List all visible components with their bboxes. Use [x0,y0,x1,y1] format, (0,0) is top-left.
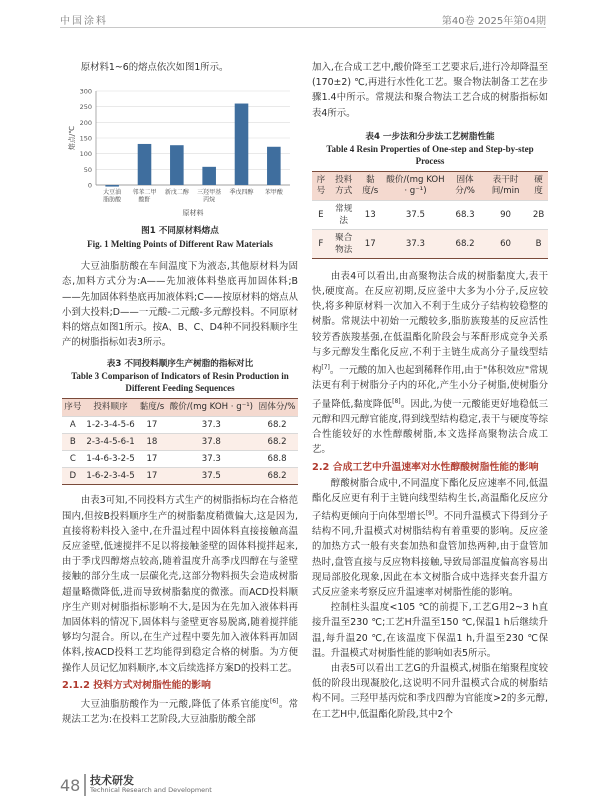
table3-caption [62,358,298,394]
table-cell: 聚合物法 [330,229,358,258]
table3-caption-en: Table 3 Comparison of Indicators of Resin Production in Different Feeding Sequences [71,371,289,394]
table-header-row [312,171,548,200]
table-cell: 37.3 [167,417,257,434]
bar [267,147,281,185]
citation: [6] [269,697,279,705]
paragraph-text: 醇酸树脂合成中,不同温度下酯化反应速率不同,低温酯化反应更有利于主链向线型结构生长,高温酯化反应分子结构更倾向于向体型增长 [312,477,548,523]
x-tick-label: 苯甲酸 [264,189,283,197]
table4 [312,171,548,259]
table-row [62,468,298,485]
column-header: 黏度/s [362,174,379,196]
column-header: 投料方式 [335,174,353,196]
table-cell: 90 [482,200,529,229]
figure-caption-zh: 图1 不同原材料熔点 [141,226,219,237]
left-column [62,60,298,727]
section-heading-2-1-2: 2.1.2 投料方式对树脂性能的影响 [62,679,211,691]
table-cell: B [62,434,84,451]
paragraph-text: 。一元酸的加入也起到稀释作用,由于"体积效应"常规法更有利于树脂分子内的环化,产生小分子树脂,使树脂分子量降低,黏度降低 [312,365,548,410]
table-cell: C [62,451,84,468]
column-header: 酸价/(mg KOH · g⁻¹) [386,174,445,196]
citation: [8] [392,397,401,405]
page-header [60,10,546,28]
x-tick-label: 三羟甲基 [197,189,222,197]
paragraph: 加入,在合成工艺中,酸价降至工艺要求后,进行冷却降温至(170±2) ℃,再进行水性化工艺。聚合物法制备工艺在步骤1.4中所示。常规法和聚合物法工艺合成的树脂指标如表4所示。 [312,62,548,119]
x-axis-label: 原材料 [182,209,204,218]
melting-point-chart [62,81,298,221]
column-header: 硬度 [534,174,543,196]
paragraph [312,476,548,601]
table-cell: 2-3-4-5-6-1 [84,434,138,451]
citation: [7] [321,364,330,372]
right-column [312,60,548,722]
table-cell: 37.3 [167,451,257,468]
table3-caption-zh: 表3 不同投料顺序生产树脂的指标对比 [106,359,254,370]
x-tick-label: 季戊四醇 [229,189,254,197]
paragraph-text: 。因此,为使一元酸能更好地稳低三元醇和四元醇官能度,得到线型结构稳定,表干与硬度等综合性能较好的水性醇酸树脂,本文选择高聚物法合成工艺。 [312,398,548,456]
table-cell: 1-4-6-3-2-5 [84,451,138,468]
table-cell: 17 [137,417,166,434]
bar [138,144,152,185]
table-row [62,417,298,434]
citation: [9] [425,509,435,517]
table-cell: 37.8 [167,434,257,451]
y-tick-label: 0 [87,181,92,190]
paragraph: 由表5可以看出工艺G的升温模式,树脂在缩聚程度较低的阶段出现凝胶化,这说明不同升温模式合成的树脂结构不同。三羟甲基丙烷和季戊四醇为官能度>2的多元醇,在工艺H中,低温酯化阶段,其中2个 [312,663,548,720]
column-header: 序号 [64,402,82,413]
table-cell: B [529,229,548,258]
y-axis-label: 熔点/℃ [68,126,76,151]
column-header: 酸价/(mg KOH · g⁻¹) [169,402,254,413]
bar [170,145,184,185]
intro-text: 原材料1~6的熔点依次如图1所示。 [80,62,229,73]
bar [105,185,119,187]
section-name: 技术研发 [90,774,134,787]
x-tick-label: 邻苯二甲 [132,189,157,197]
column-header: 序号 [316,174,326,196]
paragraph-text: 。常规法工艺为:在投料工艺阶段,大豆油脂肪酸全部 [62,698,298,726]
figure-caption [62,225,298,251]
paragraph-text: 大豆油脂肪酸作为一元酸,降低了体系官能度 [80,698,270,710]
paragraph [312,269,548,458]
table-cell: 17 [358,229,383,258]
y-tick-label: 50 [83,166,92,175]
issue-info: 第40卷 2025年第04期 [441,16,546,27]
table4-caption-zh: 表4 一步法和分步法工艺树脂性能 [365,131,495,142]
table-cell: A [62,417,84,434]
paragraph: 大豆油脂肪酸在车间温度下为液态,其他原材料为固态,加料方式分为:A——先加液体料垫底再加固体料;B——先加固体料垫底再加液体料;C——按原材料的熔点从小到大投料;D——一元酸-二元酸-多元醇投料。不同原材料的熔点如图1所示。按A、B、C、D4种不同投料顺序生产的树脂指标如表3所示。 [62,261,298,349]
bar [235,104,249,185]
column-header: 固体分/% [258,402,296,413]
table-cell: 17 [137,468,166,485]
table-cell: 37.5 [383,200,448,229]
page-number: 48 [60,776,81,795]
table4-caption-en: Table 4 Resin Properties of One-step and Step-by-step Process [326,143,534,166]
paragraph-text: 由表4可以看出,由高聚物法合成的树脂黏度大,表干快,硬度高。在反应初期,反应釜中大多为小分子,反应较快,将多种原材料一次加入不利于生成分子结构较稳整的树脂。常规法中初始一元酸较多,脂肪族羧基的反应活性较芳香族羧基强,在低温酯化阶段会与苯酐形成竞争关系与多元醇发生酯化反应,不利于主链生成高分子量线型结构 [312,270,548,377]
table-cell: 60 [482,229,529,258]
table-cell: 68.2 [256,434,298,451]
table-row [62,434,298,451]
section-heading-2-2: 2.2 合成工艺中升温速率对水性醇酸树脂性能的影响 [312,461,539,473]
section-name-en: Technical Research and Development [90,786,212,794]
column-header: 投料顺序 [93,402,128,413]
table-cell: 68.2 [448,229,482,258]
chart-svg [62,81,298,221]
table-cell: 17 [137,451,166,468]
x-tick-label: 脂肪酸 [103,196,122,204]
figure-caption-en: Fig. 1 Melting Points of Different Raw Materials [87,239,273,250]
table-cell: 68.2 [256,468,298,485]
x-tick-label: 丙烷 [203,196,216,204]
table-cell: F [312,229,330,258]
bar [202,167,216,185]
table-header-row [62,399,298,417]
y-tick-label: 300 [79,87,92,96]
column-header: 固体分/% [455,174,475,196]
page-footer [60,768,212,798]
table-cell: 1-6-2-3-4-5 [84,468,138,485]
table-row [62,451,298,468]
table-cell: 13 [358,200,383,229]
paragraph: 由表3可知,不同投料方式生产的树脂指标均在合格范围内,但按B投料顺序生产的树脂黏度稍微偏大,这是因为,直接将粉料投入釜中,在升温过程中固体料直接接触高温反应釜壁,低速搅拌不足以将接触釜壁的固体料搅拌起来,由于季戊四醇熔点较高,随着温度升高季戊四醇在与釜壁接触的部分生成一层碳化壳,这部分物料损失会造成树脂超量略微降低,进而导致树脂黏度的微涨。而ACD投料顺序生产则对树脂指标影响不大,是因为在先加入液体料再加固体料的情况下,固体料与釜壁更容易脱离,随着搅拌能够均匀混合。所以,在生产过程中要先加入液体料再加固体料,按ACD投料工艺均能得到稳定合格的树脂。为方便操作人员记忆加料顺序,本文后续选择方案D的投料工艺。 [62,495,298,674]
table-cell: 1-2-3-4-5-6 [84,417,138,434]
table-cell: 18 [137,434,166,451]
y-tick-label: 200 [79,119,92,128]
journal-name: 中国涂料 [60,16,108,27]
paragraph [62,694,298,728]
table-cell: 37.3 [383,229,448,258]
table-cell: 68.2 [256,417,298,434]
table-row [312,200,548,229]
table-cell: E [312,200,330,229]
table4-caption [312,131,548,167]
table-cell: 常规法 [330,200,358,229]
table-cell: 37.5 [167,468,257,485]
footer-divider [84,774,86,796]
table-cell: 68.3 [448,200,482,229]
table-cell: 68.8 [256,451,298,468]
y-tick-label: 150 [79,134,92,143]
x-tick-label: 新戊二醇 [164,189,189,197]
table-row [312,229,548,258]
y-tick-label: 250 [79,103,92,112]
table-cell: D [62,468,84,485]
y-tick-label: 100 [79,150,92,159]
x-tick-label: 酸酐 [138,196,151,204]
paragraph-text: 。不同升温模式下得到分子结构不同,升温模式对树脂结构有着重要的影响。反应釜的加热方式一般有夹套加热和盘管加热两种,由于盘管加热时,盘管直接与反应物料接触,导致局部温度偏高容易出现局部胶化现象,因此在本文树脂合成中选择夹套升温方式反应釜来考察反应升温速率对树脂性能的影响。 [312,511,548,599]
table3 [62,398,298,485]
column-header: 表干时间/min [491,174,520,196]
column-header: 黏度/s [139,402,165,413]
paragraph: 控制柱头温度<105 ℃的前提下,工艺G用2~3 h直接升温至230 ℃;工艺H升温至150 ℃,保温1 h后继续升温,每升温20 ℃,在该温度下保温1 h,升温至230 ℃保温。升温模式对树脂性能的影响如表5所示。 [312,602,548,659]
x-tick-label: 大豆油 [103,189,122,197]
table-cell: 2B [529,200,548,229]
